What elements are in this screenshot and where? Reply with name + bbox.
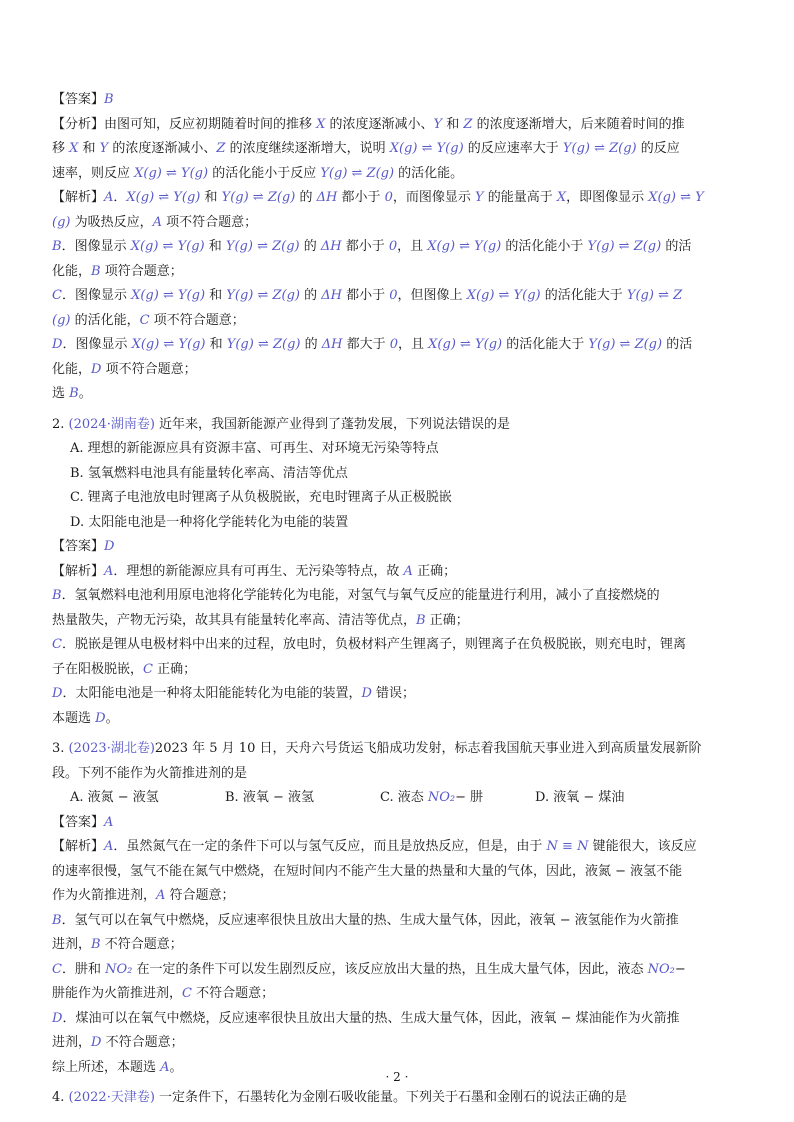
math-run: X	[556, 190, 567, 205]
text-run: 的能量高于	[483, 190, 557, 205]
math-run: Y(g) ⇌ Z(g)	[320, 165, 395, 181]
text-run: 在一定的条件下可以发生剧烈反应，该反应放出大量的热，且生成大量气体，因此，液态	[132, 961, 648, 977]
math-run: Y	[433, 116, 443, 132]
text-run: 的	[295, 190, 317, 205]
answer-option	[225, 786, 380, 811]
answer-option	[535, 786, 690, 811]
text-line	[52, 358, 764, 383]
text-line	[52, 284, 764, 309]
text-run: 2.	[52, 416, 69, 432]
math-run: C	[143, 661, 153, 677]
text-line	[52, 884, 764, 909]
math-run: Z	[216, 141, 226, 156]
math-run: Y(g) ⇌ Z(g)	[588, 337, 663, 352]
text-run: 和	[442, 116, 464, 132]
text-run: 符合题意；	[165, 888, 235, 903]
text-run: 的反应速率大于	[463, 141, 563, 156]
text-run: ．图像显示	[61, 239, 131, 254]
document-body	[52, 88, 764, 1111]
text-run: 错误；	[371, 686, 416, 701]
text-run: ．虽然氮气在一定的条件下可以与氢气反应，而且是放热反应，但是，由于	[113, 839, 547, 854]
math-run: A	[104, 839, 114, 854]
text-run: A. 理想的新能源应具有资源丰富、可再生、对环境无污染等特点	[70, 441, 439, 456]
math-run: B	[91, 263, 101, 279]
answer-option	[52, 511, 764, 536]
math-run: A	[104, 563, 114, 579]
text-run: ．图像显示	[62, 337, 132, 352]
math-run: C	[139, 312, 150, 328]
math-run: X(g) ⇌ Y(g)	[427, 239, 502, 254]
text-run: 的	[300, 337, 322, 352]
text-run: 的速率很慢，氢气不能在氮气中燃烧，在短时间内不能产生大量的热量和大量的气体，因此，液氮 − 液氢不能	[52, 863, 683, 879]
text-run: 的浓度继续逐渐增大，说明	[225, 141, 390, 156]
text-run: 子在阳极脱嵌，	[52, 661, 144, 677]
text-run: 一定条件下，石墨转化为金刚石吸收能量。下列关于石墨和金刚石的说法正确的是	[154, 1090, 628, 1105]
text-run: 【解析】	[52, 563, 105, 579]
text-run: ．太阳能电池是一种将太阳能能转化为电能的装置，	[62, 686, 362, 701]
text-line	[52, 535, 764, 560]
math-run: D	[91, 1035, 102, 1050]
text-run: C. 液态	[380, 790, 428, 805]
text-run: 【解析】	[52, 839, 105, 854]
text-run: 。	[105, 710, 119, 726]
text-run: 的活	[662, 337, 693, 352]
text-run: −	[674, 961, 686, 977]
math-run: X(g) ⇌ Y(g)	[131, 337, 206, 352]
text-run: 不符合题意；	[191, 986, 275, 1001]
math-run: X	[316, 116, 326, 132]
text-line	[52, 762, 764, 787]
text-run: 热量散失，产物无污染，故其具有能量转化率高、清洁等优点，	[52, 612, 417, 628]
text-run: 项不符合题意；	[101, 361, 197, 377]
text-run: 的	[299, 239, 321, 254]
text-run: C. 锂离子电池放电时锂离子从负极脱嵌，充电时锂离子从正极脱嵌	[70, 490, 452, 505]
text-run: D. 液氧 − 煤油	[535, 790, 625, 805]
math-run: ΔH	[316, 190, 338, 205]
math-run: NO₂	[647, 961, 675, 977]
text-line	[52, 860, 764, 885]
text-run: 的活化能大于	[540, 288, 627, 303]
text-run: ，即图像显示	[566, 190, 649, 205]
math-run: A	[104, 190, 114, 205]
text-run: 的活化能小于	[501, 239, 588, 254]
text-line	[52, 1086, 764, 1111]
text-line	[52, 737, 764, 762]
text-run: ，且	[397, 239, 428, 254]
math-run: Y(g) ⇌ Z(g)	[226, 337, 301, 352]
text-line	[52, 137, 764, 162]
text-run: 2023 年 5 月 10 日，天舟六号货运飞船成功发射，标志着我国航天事业进入到高质量发展新阶	[154, 741, 702, 756]
math-run: (g)	[52, 214, 71, 230]
math-run: D	[52, 1010, 63, 1026]
text-run: 的活化能，	[70, 312, 140, 328]
text-run: 选	[52, 386, 70, 401]
math-run: (2023·湖北卷)	[68, 741, 155, 756]
text-line	[52, 413, 764, 438]
text-run: ．氢气可以在氧气中燃烧，反应速率很快且放出大量的热、生成大量气体，因此，液氧 − 液氢能作为火箭推	[61, 912, 679, 928]
text-run: 的活化能大于	[502, 337, 589, 352]
math-run: A	[152, 214, 162, 230]
text-run: A. 液氮 − 液氢	[70, 790, 159, 805]
math-run: D	[104, 539, 115, 554]
math-run: ΔH	[321, 337, 343, 352]
text-run: ，但图像上	[397, 288, 467, 303]
text-line	[52, 88, 764, 113]
text-line	[52, 584, 764, 609]
text-line	[52, 982, 764, 1007]
text-line	[52, 382, 764, 407]
answer-option	[52, 437, 764, 462]
text-run: ．图像显示	[61, 288, 132, 303]
text-run: 肼能作为火箭推进剂，	[52, 986, 183, 1001]
text-run: 都小于	[337, 190, 385, 205]
text-line	[52, 113, 764, 138]
math-run: B	[69, 386, 79, 401]
text-run: 和	[204, 239, 226, 254]
math-run: A	[104, 814, 114, 830]
text-run: 进剂，	[52, 937, 92, 952]
math-run: B	[52, 239, 62, 254]
text-run: 。	[78, 386, 92, 401]
math-run: X(g) ⇌ Y(g)	[428, 337, 503, 352]
text-run: ．氢氧燃料电池利用原电池将化学能转化为电能，对氢气与氧气反应的能量进行利用，减小了直接燃烧的	[61, 588, 660, 603]
text-line	[52, 811, 764, 836]
text-run: 和	[205, 288, 227, 303]
answer-option	[380, 786, 535, 811]
math-run: X(g) ⇌ Y(g)	[134, 165, 209, 181]
text-run: ．肼和	[61, 961, 106, 977]
math-run: B	[91, 937, 101, 952]
text-run: ，而图像显示	[392, 190, 476, 205]
math-run: A	[156, 888, 166, 903]
text-line	[52, 633, 764, 658]
text-run: 移	[52, 141, 70, 156]
text-run: 都大于	[342, 337, 390, 352]
text-run: 本题选	[52, 710, 96, 726]
math-run: N ≡ N	[546, 839, 589, 854]
text-run: 的活化能。	[394, 165, 464, 181]
text-run: 正确；	[412, 563, 457, 579]
math-run: Y(g) ⇌ Z	[626, 288, 683, 303]
math-run: X(g) ⇌ Y(g)	[466, 288, 541, 303]
text-run: ．	[113, 190, 127, 205]
text-run: 化能，	[52, 361, 92, 377]
math-run: Z	[463, 116, 473, 132]
math-run: C	[52, 288, 62, 303]
text-run: B. 氢氧燃料电池具有能量转化率高、清洁等优点	[70, 465, 348, 481]
math-run: X(g) ⇌ Y(g)	[389, 141, 464, 156]
math-run: 0	[388, 239, 398, 254]
text-run: 【解析】	[52, 190, 105, 205]
text-run: ，且	[398, 337, 429, 352]
math-run: X	[69, 141, 79, 156]
text-run: 进剂，	[52, 1035, 92, 1050]
text-line	[52, 835, 764, 860]
math-run: 0	[384, 190, 393, 205]
text-line	[52, 958, 764, 983]
math-run: Y(g) ⇌ Z(g)	[587, 239, 662, 254]
text-run: 正确；	[425, 612, 469, 628]
math-run: B	[52, 912, 62, 928]
text-line	[52, 333, 764, 358]
math-run: C	[52, 961, 62, 977]
math-run: (2024·湖南卷)	[68, 416, 155, 432]
answer-option	[70, 786, 225, 811]
math-run: A	[403, 563, 413, 579]
text-run: 的活	[661, 239, 692, 254]
text-line	[52, 309, 764, 334]
math-run: NO₂	[427, 790, 456, 805]
text-run: 的浓度逐渐减小、	[108, 141, 217, 156]
math-run: NO₂	[105, 961, 133, 977]
text-run: 的	[300, 288, 322, 303]
text-run: B. 液氧 − 液氢	[225, 790, 314, 805]
page-number: · 2 ·	[385, 1070, 409, 1084]
answer-option	[52, 486, 764, 511]
text-run: 项不符合题意；	[149, 312, 245, 328]
answer-options	[52, 786, 764, 811]
math-run: D	[91, 361, 102, 377]
text-line	[52, 609, 764, 634]
text-line	[52, 1031, 764, 1056]
math-run: X(g) ⇌ Y	[648, 190, 704, 205]
math-run: X(g) ⇌ Y(g)	[131, 288, 206, 303]
text-run: ．脱嵌是锂从电极材料中出来的过程，放电时，负极材料产生锂离子，则锂离子在负极脱嵌，则充电时，锂离	[61, 637, 686, 652]
text-run: 和	[78, 141, 100, 156]
text-run: 不符合题意；	[100, 937, 183, 952]
text-run: 作为火箭推进剂，	[52, 888, 157, 903]
text-run: 不符合题意；	[101, 1035, 184, 1050]
math-run: B	[52, 588, 62, 603]
text-run: 项符合题意；	[100, 263, 183, 279]
text-run: 正确；	[152, 661, 197, 677]
math-run: ΔH	[320, 239, 342, 254]
text-run: 3.	[52, 741, 69, 756]
text-run: 4.	[52, 1090, 69, 1105]
text-run: 和	[205, 337, 227, 352]
text-run: 的活化能小于反应	[208, 165, 321, 181]
math-run: Y(g) ⇌ Z(g)	[221, 190, 296, 205]
text-run: 键能很大，该反应	[588, 839, 697, 854]
text-line	[52, 260, 764, 285]
math-run: Y	[99, 141, 109, 156]
math-run: C	[182, 986, 192, 1001]
text-line	[52, 682, 764, 707]
text-line	[52, 707, 764, 732]
text-run: 速率，则反应	[52, 165, 135, 181]
text-line	[52, 658, 764, 683]
math-run: Y	[475, 190, 484, 205]
text-line	[52, 560, 764, 585]
math-run: Y(g) ⇌ Z(g)	[225, 239, 300, 254]
math-run: (g)	[52, 312, 71, 328]
math-run: B	[104, 92, 114, 107]
math-run: D	[52, 337, 63, 352]
math-run: D	[52, 686, 63, 701]
text-run: 的浓度逐渐增大，后来随着时间的推	[472, 116, 685, 132]
text-line	[52, 162, 764, 187]
text-line	[52, 186, 764, 211]
math-run: Y(g) ⇌ Z(g)	[562, 141, 637, 156]
math-run: A	[160, 1059, 170, 1075]
math-run: D	[95, 710, 106, 726]
text-line	[52, 211, 764, 236]
math-run: X(g) ⇌ Y(g)	[126, 190, 201, 205]
text-run: 为吸热反应，	[70, 214, 153, 230]
text-run: 综上所述，本题选	[52, 1059, 161, 1075]
text-run: 的浓度逐渐减小、	[325, 116, 434, 132]
text-run: 。	[169, 1059, 183, 1075]
text-line	[52, 1007, 764, 1032]
answer-option	[52, 462, 764, 487]
math-run: ΔH	[321, 288, 342, 303]
text-run: 近年来，我国新能源产业得到了蓬勃发展，下列说法错误的是	[154, 416, 511, 432]
text-run: 段。下列不能作为火箭推进剂的是	[52, 765, 248, 781]
text-run: 项不符合题意；	[162, 214, 258, 230]
math-run: (2022·天津卷)	[68, 1090, 155, 1105]
math-run: B	[416, 612, 426, 628]
text-run: ．理想的新能源应具有可再生、无污染等特点，故	[113, 563, 404, 579]
text-run: 的反应	[636, 141, 680, 156]
text-run: 和	[200, 190, 222, 205]
text-run: − 肼	[455, 790, 484, 805]
text-run: 化能，	[52, 263, 92, 279]
text-line	[52, 235, 764, 260]
text-run: 都小于	[342, 288, 390, 303]
text-line	[52, 933, 764, 958]
text-run: D. 太阳能电池是一种将化学能转化为电能的装置	[70, 514, 349, 530]
text-line	[52, 909, 764, 934]
text-run: 【答案】	[52, 92, 105, 107]
math-run: X(g) ⇌ Y(g)	[130, 239, 205, 254]
math-run: 0	[389, 337, 399, 352]
math-run: Y(g) ⇌ Z(g)	[226, 288, 300, 303]
text-run: ．煤油可以在氧气中燃烧，反应速率很快且放出大量的热、生成大量气体，因此，液氧 − 煤油能作为火箭推	[62, 1010, 680, 1026]
text-run: 都小于	[341, 239, 389, 254]
math-run: C	[52, 637, 62, 652]
text-run: 【分析】由图可知，反应初期随着时间的推移	[52, 116, 317, 132]
text-run: 【答案】	[52, 814, 105, 830]
math-run: 0	[389, 288, 398, 303]
text-run: 【答案】	[52, 539, 105, 554]
math-run: D	[361, 686, 372, 701]
